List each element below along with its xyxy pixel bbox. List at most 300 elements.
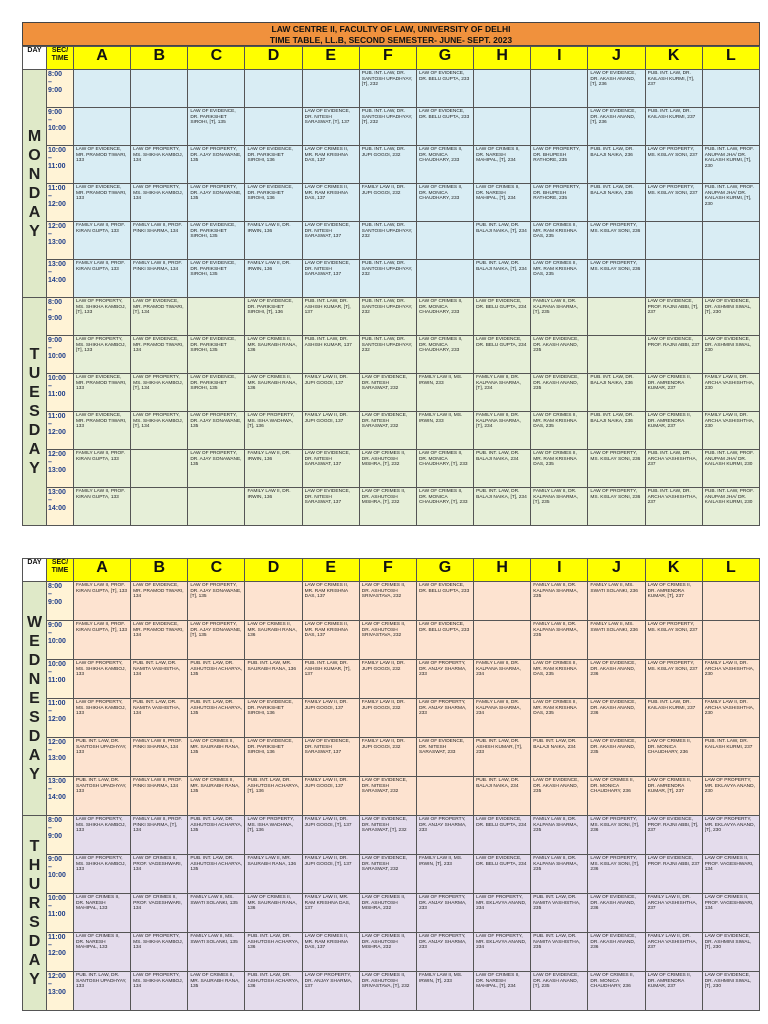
class-entry-cell: PUB. INT. LAW, DR. BALAJI NAIKA, 234 (474, 777, 531, 816)
day-letter: Y (29, 766, 40, 783)
class-entry-cell: PUB. INT. LAW, DR. SANTOSH UPADHYAY, [T], 232 (359, 108, 416, 146)
class-entry-cell: FAMILY LAW II, DR. JUPI GOGOI, [T], 137 (302, 816, 359, 855)
class-entry-cell: FAMILY LAW II, DR. ARCHA VASHISHTHA, 230 (702, 699, 759, 738)
time-slot-row (23, 70, 760, 108)
class-entry-cell: LAW OF PROPERTY, MS. KISLAY SONI, [T], 236 (588, 816, 645, 855)
class-entry-cell: LAW OF EVIDENCE, DR. PARIKSHET SIROHI, 136 (245, 146, 302, 184)
day-letter: Y (29, 460, 40, 477)
time-part: 13:00 (48, 239, 66, 246)
day-letter: A (28, 441, 41, 458)
class-entry-cell: FAMILY LAW II, PROF. PINKI SHARMA, 134 (131, 777, 188, 816)
class-entry-cell: LAW OF CRIMES II, MR. SAURABH RANA, 135 (188, 777, 245, 816)
class-entry-cell (702, 260, 759, 298)
time-part: 12:00 (48, 739, 66, 746)
class-entry-cell: LAW OF PROPERTY, MS. KISLAY SONI, 237 (645, 184, 702, 222)
time-slot-row (23, 660, 760, 699)
time-part: 10:00 (48, 638, 66, 645)
time-part: 9:00 (48, 315, 63, 322)
class-entry-cell: LAW OF CRIMES II, DR. MONICA CHAUDHARY, 236 (588, 777, 645, 816)
class-entry-cell (188, 298, 245, 336)
class-entry-cell: PUB. INT. LAW, DR. ASHUTOSH ACHARYA, 135 (188, 699, 245, 738)
time-part: 12:00 (48, 201, 66, 208)
class-entry-cell: FAMILY LAW II, DR. JUPI GOGOI, 137 (302, 777, 359, 816)
class-entry-cell (416, 260, 473, 298)
class-entry-cell: LAW OF CRIMES II, DR. NARESH MAHIPAL, 133 (74, 933, 131, 972)
class-entry-cell: LAW OF EVIDENCE, DR. AKASH ANAND, 235 (531, 336, 588, 374)
class-entry-cell: LAW OF CRIMES II, DR. ASHUTOSH SRIVASTAVA, [T], 232 (359, 972, 416, 1011)
class-entry-cell: LAW OF EVIDENCE, DR. BELU GUPTA, 233 (416, 582, 473, 621)
class-entry-cell: FAMILY LAW II, DR. KALPANA SHARMA, 235 (531, 855, 588, 894)
class-entry-cell: LAW OF EVIDENCE, MR. PRAMOD TIWARI, [T], 134 (131, 298, 188, 336)
time-slot-label (47, 582, 74, 621)
class-entry-cell: FAMILY LAW II, DR. ARCHA VASHISHTHA, 230 (702, 412, 759, 450)
class-entry-cell: LAW OF CRIMES II, DR. MONICA CHAUDHARY, 233 (416, 184, 473, 222)
class-entry-cell: LAW OF EVIDENCE, MR. PRAMOD TIWARI, 134 (131, 336, 188, 374)
class-entry-cell: LAW OF EVIDENCE, DR. BELU GUPTA, 233 (416, 70, 473, 108)
class-entry-cell: PUB. INT. LAW, DR. BALAJI NAIKA, 236 (588, 374, 645, 412)
class-entry-cell: FAMILY LAW II, MS. SWATI SOLANKI, 135 (188, 933, 245, 972)
time-part: 14:00 (48, 277, 66, 284)
class-entry-cell: LAW OF EVIDENCE, MR. PRAMOD TIWARI, 134 (131, 582, 188, 621)
day-label (23, 70, 47, 298)
class-entry-cell: LAW OF EVIDENCE, DR. AKASH ANAND, 235 (531, 777, 588, 816)
time-part: 10:00 (48, 125, 66, 132)
class-entry-cell: PUB. INT. LAW, DR. ASHUTOSH ACHARYA, 136 (245, 933, 302, 972)
time-slot-label (47, 621, 74, 660)
time-part: 11:00 (48, 934, 66, 941)
grid-header (23, 559, 760, 582)
time-slot-row (23, 412, 760, 450)
class-entry-cell: FAMILY LAW II, DR. KALPANA SHARMA, [T], 234 (474, 412, 531, 450)
class-entry-cell (474, 582, 531, 621)
class-entry-cell: LAW OF EVIDENCE, DR. ASHMINI SIWAL, 230 (702, 336, 759, 374)
time-part: – (48, 786, 52, 793)
time-part: – (48, 825, 52, 832)
day-letter: D (28, 184, 41, 202)
time-part: 12:00 (48, 429, 66, 436)
time-part: – (48, 903, 52, 910)
class-entry-cell: LAW OF EVIDENCE, DR. PARIKSHET SIROHI, 136 (245, 738, 302, 777)
class-entry-cell: LAW OF CRIMES II, DR. NARESH MAHIPAL, [T], 234 (474, 184, 531, 222)
title-line-1: LAW CENTRE II, FACULTY OF LAW, UNIVERSITY OF DELHI (271, 24, 511, 34)
class-entry-cell (474, 108, 531, 146)
class-entry-cell (74, 108, 131, 146)
class-entry-cell: LAW OF PROPERTY, DR. ANJAY SHARMA, 233 (416, 699, 473, 738)
time-slot-row (23, 336, 760, 374)
class-entry-cell: LAW OF PROPERTY, MS. SHIKHA KAMBOJ, 134 (131, 972, 188, 1011)
class-entry-cell: LAW OF PROPERTY, MS. KISLAY SONI, 237 (645, 621, 702, 660)
time-part: 12:00 (48, 451, 66, 458)
class-entry-cell (74, 70, 131, 108)
time-part: 10:00 (48, 872, 66, 879)
class-entry-cell: LAW OF EVIDENCE, PROF. RAJNI ABBI, 237 (645, 855, 702, 894)
time-part: – (48, 155, 52, 162)
time-slot-label (47, 855, 74, 894)
class-entry-cell: LAW OF CRIMES II, MR. RAM KRISHNA DAS, 235 (531, 450, 588, 488)
class-entry-cell: PUB. INT. LAW, DR. ASHUTOSH ACHARYA, 135 (188, 855, 245, 894)
class-entry-cell: LAW OF CRIMES II, MR. SAURABH RANA, 136 (245, 374, 302, 412)
day-letter: R (28, 895, 41, 912)
class-entry-cell: LAW OF CRIMES II, DR. AMRENDRA KUMAR, [T], 237 (645, 777, 702, 816)
class-entry-cell: FAMILY LAW II, PROF. KIRAN GUPTA, [T], 133 (74, 582, 131, 621)
time-part: 11:00 (48, 391, 66, 398)
time-part: 13:00 (48, 489, 66, 496)
class-entry-cell: FAMILY LAW II, PROF. PINKI SHARMA, [T], 134 (131, 816, 188, 855)
class-entry-cell (702, 108, 759, 146)
class-entry-cell: PUB. INT. LAW, PROF. ANUPAM JHA/ DR. KAILASH KURMI, [T], 230 (702, 184, 759, 222)
class-entry-cell: LAW OF CRIMES II, MR. SAURABH RANA, 135 (188, 738, 245, 777)
class-entry-cell: LAW OF EVIDENCE, DR. BELU GUPTA, 233 (416, 621, 473, 660)
class-entry-cell: LAW OF PROPERTY, MS. KISLAY SONI, 236 (588, 450, 645, 488)
class-entry-cell: LAW OF PROPERTY, MS. ISHA WADHWA, [T], 136 (245, 412, 302, 450)
section-header: B (131, 559, 188, 582)
time-slot-label (47, 699, 74, 738)
day-label (23, 298, 47, 526)
section-header: L (702, 47, 759, 70)
section-header: J (588, 47, 645, 70)
class-entry-cell: LAW OF CRIMES II, MR. SAURABH RANA, 136 (245, 894, 302, 933)
section-header: E (302, 559, 359, 582)
class-entry-cell (416, 777, 473, 816)
time-part: – (48, 747, 52, 754)
time-part: – (48, 981, 52, 988)
time-slot-label (47, 894, 74, 933)
class-entry-cell (131, 70, 188, 108)
class-entry-cell: FAMILY LAW II, DR. KALPANA SHARMA, [T], 234 (474, 374, 531, 412)
class-entry-cell (245, 108, 302, 146)
class-entry-cell: LAW OF CRIMES II, MR. RAM KRISHNA DAS, 137 (302, 582, 359, 621)
day-letter: T (29, 346, 40, 363)
time-part: 11:00 (48, 413, 66, 420)
time-slot-label (47, 450, 74, 488)
class-entry-cell: LAW OF EVIDENCE, DR. NITESH SARASWAT, [T], 137 (302, 108, 359, 146)
time-part: 9:00 (48, 622, 63, 629)
class-entry-cell: FAMILY LAW II, DR. ARCHA VASHISHTHA, 230 (702, 660, 759, 699)
class-entry-cell: PUB. INT. LAW, DR. ASHISH KUMAR, [T], 137 (302, 298, 359, 336)
time-part: 11:00 (48, 700, 66, 707)
time-slot-label (47, 108, 74, 146)
class-entry-cell: PUB. INT. LAW, DR. ASHISH KUMAR, [T], 137 (302, 660, 359, 699)
class-entry-cell: FAMILY LAW II, DR. ARCHA VASHISHTHA, 237 (645, 933, 702, 972)
class-entry-cell (131, 488, 188, 526)
day-letter: A (28, 747, 41, 764)
day-letter: Y (29, 222, 40, 240)
class-entry-cell: LAW OF EVIDENCE, MR. PRAMOD TIWARI, 133 (74, 374, 131, 412)
class-entry-cell: LAW OF CRIMES II, MR. RAM KRISHNA DAS, 137 (302, 184, 359, 222)
class-entry-cell: FAMILY LAW II, PROF. PINKI SHARMA, 134 (131, 260, 188, 298)
class-entry-cell: FAMILY LAW II, DR. JUPI GOGOI, 232 (359, 738, 416, 777)
class-entry-cell: LAW OF EVIDENCE, DR. PARIKSHET SIROHI, 135 (188, 222, 245, 260)
time-slot-row (23, 972, 760, 1011)
class-entry-cell: LAW OF CRIMES II, PROF. VAGESHWARI, 134 (131, 855, 188, 894)
class-entry-cell: PUB. INT. LAW, DR. BALAJI NAIKA, 236 (588, 146, 645, 184)
class-entry-cell: LAW OF PROPERTY, MR. EKLAVYA ANAND, 230 (702, 777, 759, 816)
class-entry-cell: LAW OF EVIDENCE, DR. AKASH ANAND, 235 (531, 374, 588, 412)
class-entry-cell: LAW OF CRIMES II, DR. AMRENDRA KUMAR, 237 (645, 972, 702, 1011)
class-entry-cell: FAMILY LAW II, MS. SWATI SOLANKI, 135 (188, 894, 245, 933)
class-entry-cell: LAW OF EVIDENCE, DR. NITESH SARASWAT, 232 (359, 777, 416, 816)
class-entry-cell: LAW OF PROPERTY, DR. AJAY SONAWANE, 135 (188, 450, 245, 488)
time-part: 12:00 (48, 223, 66, 230)
class-entry-cell: FAMILY LAW II, PROF. KIRAN GUPTA, 133 (74, 222, 131, 260)
class-entry-cell (474, 621, 531, 660)
time-slot-label (47, 488, 74, 526)
time-part: 11:00 (48, 163, 66, 170)
class-entry-cell: PUB. INT. LAW, DR. KAILASH KURMI, 237 (702, 738, 759, 777)
class-entry-cell: LAW OF CRIMES II, MR. RAM KRISHNA DAS, 137 (302, 621, 359, 660)
section-header: H (474, 47, 531, 70)
time-part: – (48, 421, 52, 428)
class-entry-cell: PUB. INT. LAW, DR. BALAJI NAIKA, 236 (588, 412, 645, 450)
class-entry-cell: LAW OF EVIDENCE, DR. AKASH ANAND, 236 (588, 660, 645, 699)
day-letter: A (28, 203, 41, 221)
class-entry-cell: PUB. INT. LAW, DR. SANTOSH UPADHYAY, 133 (74, 738, 131, 777)
class-entry-cell: LAW OF PROPERTY, DR. ANJAY SHARMA, 233 (416, 660, 473, 699)
class-entry-cell: LAW OF PROPERTY, MS. SHIKHA KAMBOJ, 134 (131, 933, 188, 972)
class-entry-cell: FAMILY LAW II, MS. IRWIN, 233 (416, 374, 473, 412)
class-entry-cell: LAW OF EVIDENCE, PROF. RAJNI ABBI, 237 (645, 336, 702, 374)
time-slot-label (47, 70, 74, 108)
section-header: C (188, 47, 245, 70)
day-letter: U (28, 876, 41, 893)
class-entry-cell: LAW OF CRIMES II, DR. MONICA CHAUDHARY, 233 (416, 336, 473, 374)
time-slot-label (47, 660, 74, 699)
class-entry-cell: LAW OF PROPERTY, MS. SHIKHA KAMBOJ, [T], 133 (74, 298, 131, 336)
class-entry-cell: FAMILY LAW II, DR. JUPI GOGOI, 137 (302, 412, 359, 450)
class-entry-cell: LAW OF CRIMES II, DR. ASHUTOSH MISHRA, [T], 232 (359, 450, 416, 488)
grid-header (23, 47, 760, 70)
class-entry-cell: FAMILY LAW II, MR. SAURABH RANA, 136 (245, 855, 302, 894)
time-slot-row (23, 699, 760, 738)
class-entry-cell: LAW OF EVIDENCE, DR. AKASH ANAND, 236 (588, 933, 645, 972)
day-letter: D (28, 728, 41, 745)
section-header: B (131, 47, 188, 70)
class-entry-cell: LAW OF PROPERTY, MR. EKLAVYA ANAND, 234 (474, 894, 531, 933)
time-part: 11:00 (48, 677, 66, 684)
class-entry-cell: FAMILY LAW II, DR. JUPI GOGOI, 232 (359, 184, 416, 222)
class-entry-cell: LAW OF CRIMES II, MR. SAURABH RANA, 135 (188, 972, 245, 1011)
section-header: I (531, 559, 588, 582)
class-entry-cell: LAW OF EVIDENCE, DR. BELU GUPTA, 234 (474, 855, 531, 894)
class-entry-cell: PUB. INT. LAW, DR. BALAJI NAIKA, 234 (474, 450, 531, 488)
time-slot-row (23, 450, 760, 488)
time-part: 9:00 (48, 337, 63, 344)
time-slot-label (47, 336, 74, 374)
time-part: 13:00 (48, 467, 66, 474)
class-entry-cell: LAW OF CRIMES II, MR. RAM KRISHNA DAS, 235 (531, 222, 588, 260)
class-entry-cell: PUB. INT. LAW, DR. ASHISH KUMAR, 137 (302, 336, 359, 374)
class-entry-cell: LAW OF EVIDENCE, MR. PRAMOD TIWARI, 133 (74, 412, 131, 450)
class-entry-cell: LAW OF PROPERTY, MS. SHIKHA KAMBOJ, 133 (74, 816, 131, 855)
class-entry-cell: LAW OF CRIMES II, MR. RAM KRISHNA DAS, 137 (302, 146, 359, 184)
class-entry-cell: PUB. INT. LAW, DR. ASHUTOSH ACHARYA, 135 (188, 816, 245, 855)
section-header: K (645, 47, 702, 70)
class-entry-cell: FAMILY LAW II, MR. RAM KRISHNA DAS, 137 (302, 894, 359, 933)
class-entry-cell (645, 222, 702, 260)
time-part: – (48, 942, 52, 949)
time-slot-label (47, 738, 74, 777)
time-slot-row (23, 298, 760, 336)
time-slot-row (23, 777, 760, 816)
class-entry-cell: LAW OF PROPERTY, MS. KISLAY SONI, 237 (645, 660, 702, 699)
class-entry-cell: LAW OF CRIMES II, MR. RAM KRISHNA DAS, 235 (531, 699, 588, 738)
class-entry-cell: LAW OF PROPERTY, MS. ISHA WADHWA, [T], 136 (245, 816, 302, 855)
class-entry-cell: FAMILY LAW II, DR. KALPANA SHARMA, 235 (531, 621, 588, 660)
class-entry-cell: FAMILY LAW II, DR. JUPI GOGOI, 232 (359, 699, 416, 738)
class-entry-cell: LAW OF CRIMES II, DR. AMRENDRA KUMAR, 237 (645, 412, 702, 450)
time-part: 13:00 (48, 261, 66, 268)
class-entry-cell (245, 70, 302, 108)
time-slot-label (47, 816, 74, 855)
class-entry-cell: PUB. INT. LAW, DR. ASHUTOSH ACHARYA, 136 (245, 972, 302, 1011)
time-part: 12:00 (48, 950, 66, 957)
class-entry-cell: PUB. INT. LAW, DR. ASHUTOSH ACHARYA, 135 (188, 660, 245, 699)
class-entry-cell: LAW OF EVIDENCE, DR. BELU GUPTA, 234 (474, 816, 531, 855)
class-entry-cell: PUB. INT. LAW, DR. BALAJI NAIKA, [T], 234 (474, 260, 531, 298)
day-letter: U (28, 365, 41, 382)
time-slot-label (47, 298, 74, 336)
class-entry-cell: LAW OF CRIMES II, MR. RAM KRISHNA DAS, 235 (531, 412, 588, 450)
section-header: E (302, 47, 359, 70)
class-entry-cell: FAMILY LAW II, PROF. KIRAN GUPTA, 133 (74, 488, 131, 526)
class-entry-cell: FAMILY LAW II, MS. SWATI SOLANKI, 236 (588, 621, 645, 660)
time-part: 14:00 (48, 794, 66, 801)
time-slot-label (47, 260, 74, 298)
class-entry-cell: LAW OF CRIMES II, DR. AMRENDRA KUMAR, 237 (645, 374, 702, 412)
time-part: 13:00 (48, 755, 66, 762)
day-letter: S (29, 709, 40, 726)
time-slot-row (23, 894, 760, 933)
time-slot-row (23, 374, 760, 412)
section-header: J (588, 559, 645, 582)
time-part: – (48, 307, 52, 314)
class-entry-cell: FAMILY LAW II, MS. IRWIN, 233 (416, 412, 473, 450)
day-letter: N (28, 671, 41, 688)
day-letter: S (29, 914, 40, 931)
time-part: 9:00 (48, 856, 63, 863)
class-entry-cell: PUB. INT. LAW, DR. SANTOSH UPADHYAY, 133 (74, 972, 131, 1011)
time-part: – (48, 117, 52, 124)
time-part: 8:00 (48, 71, 63, 78)
class-entry-cell: LAW OF EVIDENCE, DR. ASHMINI SIWAL, [T], 230 (702, 933, 759, 972)
class-entry-cell: LAW OF EVIDENCE, DR. NITESH SARASWAT, 233 (416, 738, 473, 777)
class-entry-cell: LAW OF PROPERTY, MS. SHIKHA KAMBOJ, [T], 134 (131, 412, 188, 450)
class-entry-cell: LAW OF PROPERTY, DR. AJAY SONAWANE, [T], 135 (188, 582, 245, 621)
class-entry-cell: PUB. INT. LAW, DR. SANTOSH UPADHYAY, [T], 232 (359, 70, 416, 108)
class-entry-cell (702, 582, 759, 621)
class-entry-cell: LAW OF CRIMES II, PROF. VAGESHWARI, 134 (131, 894, 188, 933)
time-slot-row (23, 222, 760, 260)
time-part: 13:00 (48, 989, 66, 996)
class-entry-cell: PUB. INT. LAW, MR. SAURABH RANA, 136 (245, 660, 302, 699)
class-entry-cell: FAMILY LAW II, DR. ARCHA VASHISHTHA, 237 (645, 894, 702, 933)
class-entry-cell: PUB. INT. LAW, DR. BALAJI NAIKA, [T], 234 (474, 222, 531, 260)
section-header: G (416, 47, 473, 70)
time-slot-row (23, 933, 760, 972)
section-time-header: SEC/ TIME (47, 559, 74, 582)
day-letter: E (29, 633, 40, 650)
class-entry-cell: LAW OF EVIDENCE, DR. AKASH ANAND, [T], 236 (588, 108, 645, 146)
day-letter: O (28, 146, 41, 164)
class-entry-cell: LAW OF EVIDENCE, DR. NITESH SARASWAT, 137 (302, 260, 359, 298)
class-entry-cell: LAW OF EVIDENCE, DR. AKASH ANAND, 236 (588, 894, 645, 933)
class-entry-cell: LAW OF CRIMES II, DR. NARESH MAHIPAL, 133 (74, 894, 131, 933)
class-entry-cell: FAMILY LAW II, DR. IRWIN, 136 (245, 260, 302, 298)
class-entry-cell (645, 260, 702, 298)
day-letter: H (28, 857, 41, 874)
class-entry-cell (531, 70, 588, 108)
class-entry-cell: PUB. INT. LAW, DR. BALAJI NAIKA, [T], 234 (474, 488, 531, 526)
class-entry-cell: FAMILY LAW II, DR. KALPANA SHARMA, 234 (474, 660, 531, 699)
time-part: 9:00 (48, 833, 63, 840)
time-part: – (48, 459, 52, 466)
class-entry-cell: LAW OF EVIDENCE, DR. ASHMINI SIWAL, [T], 230 (702, 298, 759, 336)
timetable-week-part-1 (22, 22, 760, 526)
time-part: 9:00 (48, 87, 63, 94)
time-part: 10:00 (48, 147, 66, 154)
timetable-week-part-2 (22, 558, 760, 1011)
class-entry-cell: LAW OF EVIDENCE, DR. PARIKSHET SIROHI, [T], 136 (245, 298, 302, 336)
section-header: A (74, 47, 131, 70)
time-part: – (48, 497, 52, 504)
class-entry-cell: PUB. INT. LAW, DR. SANTOSH UPADHYAY, 232 (359, 336, 416, 374)
class-entry-cell: FAMILY LAW II, DR. KALPANA SHARMA, 235 (531, 582, 588, 621)
class-entry-cell: FAMILY LAW II, PROF. KIRAN GUPTA, 133 (74, 260, 131, 298)
class-entry-cell: LAW OF CRIMES II, DR. NARESH MAHIPAL, [T], 234 (474, 146, 531, 184)
time-slot-label (47, 412, 74, 450)
class-entry-cell: FAMILY LAW II, DR. JUPI GOGOI, 137 (302, 699, 359, 738)
class-entry-cell: LAW OF PROPERTY, DR. AJAY SONAWANE, 135 (188, 146, 245, 184)
time-part: – (48, 269, 52, 276)
class-entry-cell: PUB. INT. LAW, DR. KAILASH KURMI, 237 (645, 699, 702, 738)
class-entry-cell: FAMILY LAW II, DR. KALPANA SHARMA, 234 (474, 699, 531, 738)
time-part: – (48, 708, 52, 715)
class-entry-cell: PUB. INT. LAW, DR. NAMITA VASHISTHA, 235 (531, 894, 588, 933)
class-entry-cell (531, 108, 588, 146)
section-header: D (245, 559, 302, 582)
class-entry-cell: LAW OF CRIMES II, MR. RAM KRISHNA DAS, 137 (302, 933, 359, 972)
time-slot-label (47, 146, 74, 184)
class-entry-cell: LAW OF EVIDENCE, DR. NITESH SARASWAT, 137 (302, 488, 359, 526)
class-entry-cell: LAW OF EVIDENCE, DR. AKASH ANAND, [T], 235 (531, 972, 588, 1011)
time-part: – (48, 193, 52, 200)
class-entry-cell (702, 70, 759, 108)
time-part: – (48, 345, 52, 352)
class-entry-cell: LAW OF PROPERTY, MR. EKLAVYA ANAND, [T], 230 (702, 816, 759, 855)
class-entry-cell: LAW OF PROPERTY, MS. KISLAY SONI, 236 (588, 488, 645, 526)
class-entry-cell (702, 621, 759, 660)
class-entry-cell: PUB. INT. LAW, DR. ARCHA VASHISHTHA, 237 (645, 488, 702, 526)
time-part: 11:00 (48, 185, 66, 192)
day-letter: M (27, 127, 42, 145)
day-letter: S (29, 403, 40, 420)
class-entry-cell: LAW OF EVIDENCE, DR. NITESH SARASWAT, 137 (302, 738, 359, 777)
class-entry-cell: LAW OF EVIDENCE, DR. NITESH SARASWAT, 232 (359, 855, 416, 894)
section-header: L (702, 559, 759, 582)
class-entry-cell: LAW OF CRIMES II, DR. MONICA CHAUDHARY, 233 (416, 298, 473, 336)
time-part: – (48, 630, 52, 637)
day-letter: D (28, 652, 41, 669)
class-entry-cell: FAMILY LAW II, DR. IRWIN, 136 (245, 222, 302, 260)
class-entry-cell: LAW OF CRIMES II, DR. ASHUTOSH SRIVASTAVA, 232 (359, 621, 416, 660)
class-entry-cell: LAW OF PROPERTY, MS. SHIKHA KAMBOJ, [T], 133 (74, 336, 131, 374)
section-header: H (474, 559, 531, 582)
time-part: 11:00 (48, 911, 66, 918)
timetable-grid-1 (22, 46, 760, 526)
class-entry-cell: LAW OF CRIMES II, MR. RAM KRISHNA DAS, 235 (531, 260, 588, 298)
day-column-header: DAY (23, 47, 47, 70)
class-entry-cell: FAMILY LAW II, DR. JUPI GOGOI, [T], 137 (302, 855, 359, 894)
